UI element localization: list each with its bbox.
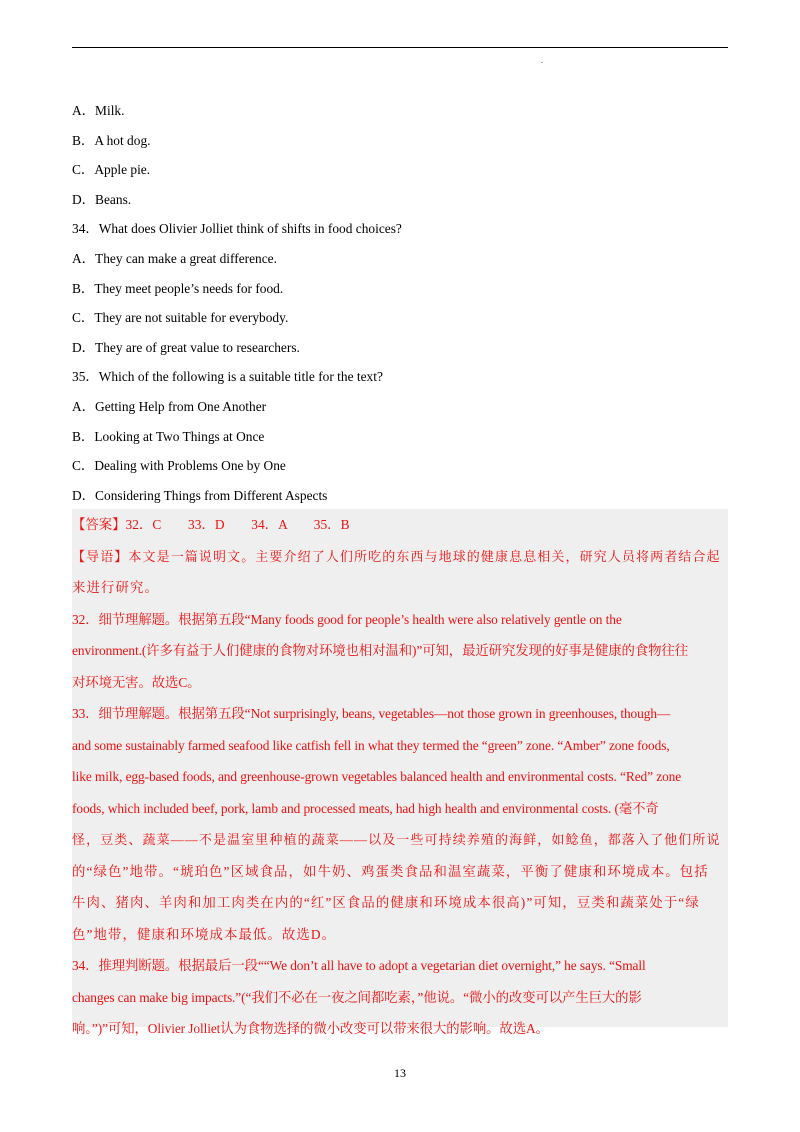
option-q33-a: A．Milk. (72, 103, 125, 118)
header-dot: . (541, 56, 543, 65)
answer-explanation (72, 509, 728, 1045)
option-q35-d: D．Considering Things from Different Aspects (72, 487, 328, 503)
intro-line: 来进行研究。 (72, 580, 159, 595)
option-q33-b: B．A hot dog. (72, 132, 151, 148)
option-q34-c: C．They are not suitable for everybody. (72, 310, 289, 326)
explanation-line: like milk, egg-based foods, and greenhouse-grown vegetables balanced health and environmental costs. “Red” zone (72, 769, 682, 784)
explanation-line: 33．细节理解题。根据第五段“Not surprisingly, beans, vegetables—not those grown in greenhouses, though— (72, 706, 671, 721)
answer-key-line: 【答案】32．C 33．D 34．A 35．B (72, 517, 350, 532)
header-rule (72, 47, 728, 48)
explanation-line: changes can make big impacts.”(“我们不必在一夜之间都吃素，”他说。“微小的改变可以产生巨大的影 (72, 989, 642, 1005)
explanation-line: 牛肉、猪肉、羊肉和加工肉类在内的“红”区食品的健康和环境成本很高)”可知，豆类和蔬菜处于“绿 (72, 895, 700, 910)
explanation-line: 的“绿色”地带。“琥珀色”区域食品，如牛奶、鸡蛋类食品和温室蔬菜，平衡了健康和环境成本。包括 (72, 863, 709, 879)
explanation-line: environment.(许多有益于人们健康的食物对环境也相对温和)”可知，最近研究发现的好事是健康的食物往往 (72, 643, 689, 658)
explanation-line: 色”地带，健康和环境成本最低。故选D。 (72, 926, 337, 942)
option-q34-a: A．They can make a great difference. (72, 250, 277, 266)
explanation-line: 对环境无害。故选C。 (72, 674, 201, 690)
explanation-line: 怪，豆类、蔬菜——不是温室里种植的蔬菜——以及一些可持续养殖的海鲜，如鲶鱼，都落入了他们所说 (72, 832, 721, 847)
option-q34-b: B．They meet people’s needs for food. (72, 280, 284, 296)
questions-section (72, 96, 728, 510)
explanation-line: 32．细节理解题。根据第五段“Many foods good for people’s health were also relatively gentle on the (72, 611, 622, 627)
page-number: 13 (394, 1066, 406, 1080)
question-34-stem: 34．What does Olivier Jolliet think of shifts in food choices? (72, 221, 402, 237)
explanation-line: 响。”)”可知，Olivier Jolliet认为食物选择的微小改变可以带来很大的影响。故选A。 (72, 1021, 549, 1036)
intro-line: 【导语】本文是一篇说明文。主要介绍了人们所吃的东西与地球的健康息息相关，研究人员将两者结合起 (72, 548, 721, 564)
explanation-line: and some sustainably farmed seafood like catfish fell in what they termed the “green” zone. “Amber” zone foods, (72, 737, 670, 753)
option-q33-d: D．Beans. (72, 191, 132, 207)
explanation-line: foods, which included beef, pork, lamb and processed meats, had high health and environmental costs. (毫不奇 (72, 800, 659, 816)
question-35-stem: 35．Which of the following is a suitable title for the text? (72, 369, 383, 385)
option-q35-c: C．Dealing with Problems One by One (72, 458, 286, 474)
option-q35-b: B．Looking at Two Things at Once (72, 428, 265, 444)
option-q34-d: D．They are of great value to researchers. (72, 339, 300, 355)
explanation-line: 34．推理判断题。根据最后一段““We don’t all have to adopt a vegetarian diet overnight,” he says. “Small (72, 958, 646, 973)
option-q33-c: C．Apple pie. (72, 162, 151, 178)
option-q35-a: A．Getting Help from One Another (72, 398, 267, 414)
